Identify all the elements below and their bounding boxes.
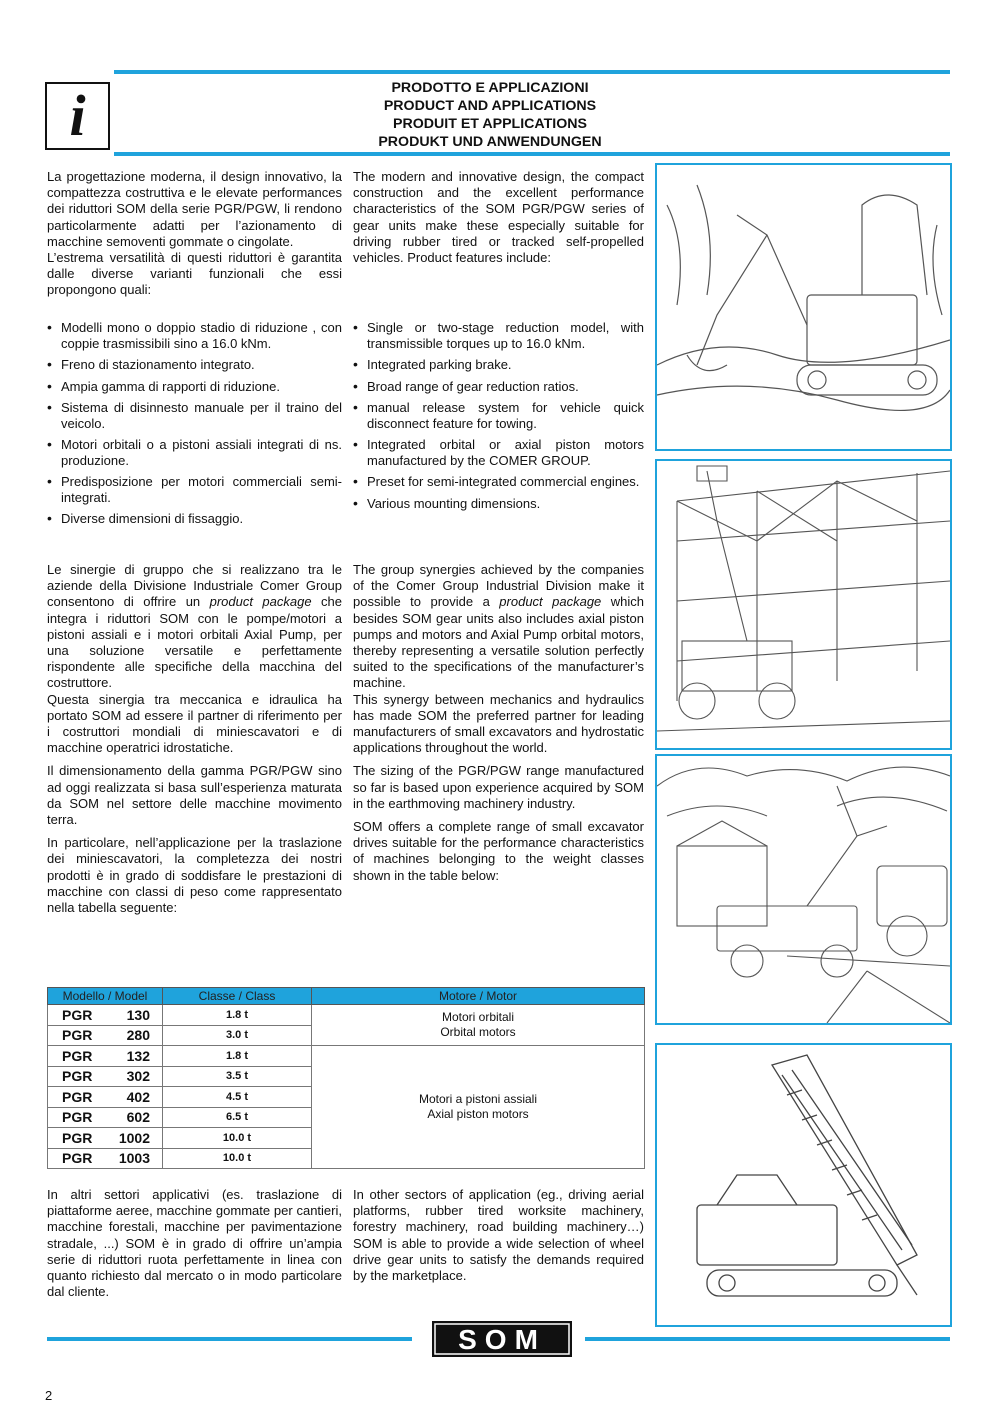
model-cell: PGR 302 [48, 1066, 163, 1087]
model-cell: PGR 1003 [48, 1148, 163, 1169]
footer-rule-right [585, 1337, 950, 1341]
mini-excavator-sketch [657, 165, 950, 449]
info-icon: i [45, 82, 110, 150]
table-row [48, 1005, 645, 1026]
model-cell: PGR 402 [48, 1087, 163, 1108]
it-intro-2: L’estrema versatilità di questi riduttori è garantita dalle diverse varianti funzionali che essi propongono quali: [47, 250, 342, 298]
it-synergy-3: Il dimensionamento della gamma PGR/PGW sino ad oggi realizzata si basa sull’esperienza maturata da SOM nel settore delle macchine movimento terra. [47, 763, 342, 828]
list-item: • Broad range of gear reduction ratios. [353, 379, 644, 395]
en-synergy-1: The group synergies achieved by the companies of the Comer Group Industrial Division make it possible to provide a product package which besides SOM gear units also includes axial piston pumps and motors and Axial Pump orbital motors, thereby representing a versatile solution perfectly suited to the specifications of the manufacturer’s machine. [353, 562, 644, 691]
title-en: PRODUCT AND APPLICATIONS [383, 98, 597, 114]
col-header-model: Modello / Model [48, 988, 163, 1005]
class-cell: 6.5 t [163, 1107, 312, 1128]
som-logo-mark [432, 1321, 572, 1357]
class-cell: 1.8 t [163, 1005, 312, 1026]
it-synergy-1: Le sinergie di gruppo che si realizzano tra le aziende della Divisione Industriale Comer Group consentono di offrire un product package che integra i riduttori SOM con le pompe/motori a pistoni assiali e i motori orbitali Axial Pump, per una soluzione versatile e perfettamente rispondente alle specifiche della macchina del costruttore. [47, 562, 342, 691]
col-header-class: Classe / Class [163, 988, 312, 1005]
list-item: • Various mounting dimensions. [353, 496, 644, 512]
it-synergy-2: Questa sinergia tra meccanica e idraulica ha portato SOM ad essere il partner di riferimento per i costruttori mondiali di miniescavatori e di macchine operatrici idrostatiche. [47, 691, 342, 756]
list-item: • Motori orbitali o a pistoni assiali integrati di ns. produzione. [47, 437, 342, 468]
class-cell: 3.0 t [163, 1025, 312, 1046]
model-cell: PGR 602 [48, 1107, 163, 1128]
class-cell: 4.5 t [163, 1087, 312, 1108]
page-titles [230, 79, 750, 151]
model-cell: PGR 130 [48, 1005, 163, 1026]
model-cell: PGR 280 [48, 1025, 163, 1046]
motor-cell-axial: Motori a pistoni assiali Axial piston motors [312, 1046, 645, 1169]
drilling-rig-sketch [657, 1045, 950, 1325]
en-synergy-3: The sizing of the PGR/PGW range manufactured so far is based upon experience acquired by SOM in the earthmoving machinery industry. [353, 763, 644, 811]
motor-cell-orbital: Motori orbitali Orbital motors [312, 1005, 645, 1046]
aerial-platform-sketch [657, 461, 950, 748]
wheeled-excavator-sketch [657, 756, 950, 1023]
table-row [48, 1046, 645, 1067]
it-intro-1: La progettazione moderna, il design innovativo, la compattezza costruttiva e le elevate performances dei riduttori SOM della serie PGR/PGW, li rendono particolarmente adatti per l’azionamento di macchine semoventi gommate o cingolate. [47, 169, 342, 249]
class-cell: 1.8 t [163, 1046, 312, 1067]
table-header-row [48, 988, 645, 1005]
som-logo [432, 1321, 572, 1357]
model-cell: PGR 132 [48, 1046, 163, 1067]
it-other-sectors: In altri settori applicativi (es. traslazione di piattaforme aeree, macchine gommate per cantieri, macchine forestali, macchine per pavimentazione stradale, ...) SOM è in grado di offrire un’ampia serie di riduttori ruota perfettamente in linea con quanto richiesto dal mercato o in modo particolare dal cliente. [47, 1187, 342, 1300]
list-item: • Predisposizione per motori commerciali semi-integrati. [47, 474, 342, 505]
list-item: • Integrated parking brake. [353, 357, 644, 373]
list-item: • manual release system for vehicle quick disconnect feature for towing. [353, 400, 644, 431]
en-feature-list [353, 320, 644, 517]
list-item: • Single or two-stage reduction model, with transmissible torques up to 16.0 kNm. [353, 320, 644, 351]
class-cell: 10.0 t [163, 1128, 312, 1149]
photo-aerial-platform [655, 459, 952, 750]
page-number: 2 [45, 1388, 53, 1403]
header-rule [114, 70, 950, 74]
model-cell: PGR 1002 [48, 1128, 163, 1149]
title-rule [114, 152, 950, 156]
list-item: • Diverse dimensioni di fissaggio. [47, 511, 342, 527]
class-cell: 10.0 t [163, 1148, 312, 1169]
list-item: • Modelli mono o doppio stadio di riduzione , con coppie trasmissibili sino a 16.0 kNm. [47, 320, 342, 351]
col-header-motor: Motore / Motor [312, 988, 645, 1005]
it-synergy [47, 562, 342, 916]
it-synergy-4: In particolare, nell’applicazione per la traslazione dei miniescavatori, la completezza dei nostri prodotti è in grado di soddisfare le prestazioni di macchine con classi di peso come rappresentato nella tabella seguente: [47, 835, 342, 916]
footer-rule-left [47, 1337, 412, 1341]
en-synergy-4: SOM offers a complete range of small excavator drives suitable for the performance characteristics of machines belonging to the weight classes shown in the table below: [353, 819, 644, 883]
en-synergy [353, 562, 644, 884]
title-de: PRODUKT UND ANWENDUNGEN [378, 134, 602, 150]
en-synergy-2: This synergy between mechanics and hydraulics has made SOM the preferred partner for leading manufacturers of small excavators and hydrostatic applications throughout the world. [353, 691, 644, 756]
svg-text:SOM: SOM [458, 1324, 546, 1355]
it-intro [47, 169, 342, 299]
list-item: • Integrated orbital or axial piston motors manufactured by the COMER GROUP. [353, 437, 644, 468]
list-item: • Preset for semi-integrated commercial engines. [353, 474, 644, 490]
list-item: • Sistema di disinnesto manuale per il traino del veicolo. [47, 400, 342, 431]
en-other-sectors: In other sectors of application (eg., driving aerial platforms, rubber tired worksite machinery, forestry machinery, road building machinery…) SOM is able to provide a wide selection of wheel drive gear units to satisfy the demands required by the marketplace. [353, 1187, 644, 1284]
list-item: • Freno di stazionamento integrato. [47, 357, 342, 373]
model-class-table [47, 987, 645, 1169]
class-cell: 3.5 t [163, 1066, 312, 1087]
it-feature-list [47, 320, 342, 533]
title-fr: PRODUIT ET APPLICATIONS [393, 116, 587, 132]
photo-mini-excavator [655, 163, 952, 451]
en-intro [353, 169, 644, 266]
en-intro-1: The modern and innovative design, the compact construction and the excellent performance characteristics of the SOM PGR/PGW series of gear units make these especially suitable for driving rubber tired or tracked self-propelled vehicles. Product features include: [353, 169, 644, 266]
photo-wheeled-excavator [655, 754, 952, 1025]
list-item: • Ampia gamma di rapporti di riduzione. [47, 379, 342, 395]
photo-drilling-rig [655, 1043, 952, 1327]
title-it: PRODOTTO E APPLICAZIONI [391, 80, 589, 96]
